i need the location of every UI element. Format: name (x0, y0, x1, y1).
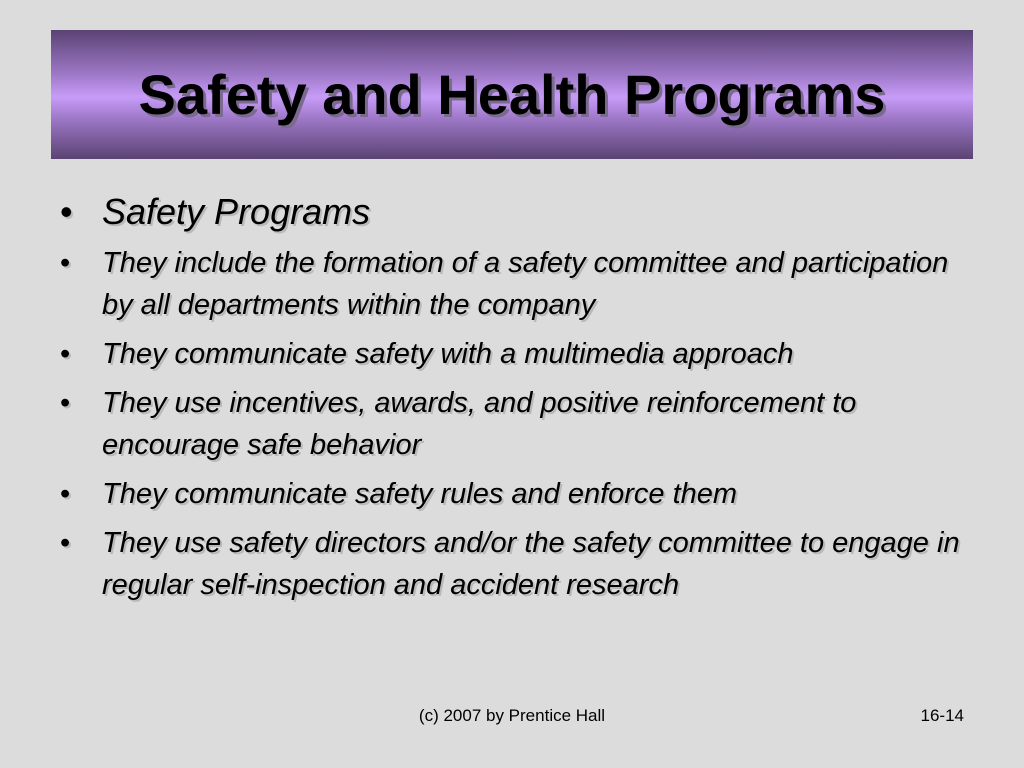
footer-page-number: 16-14 (920, 706, 964, 725)
bullet-item-safety-committee (60, 242, 980, 326)
footer-copyright: (c) 2007 by Prentice Hall (418, 706, 606, 725)
bullet-item-safety-directors (60, 522, 980, 606)
bullet-item-incentives (60, 382, 980, 466)
bullet-text: They use incentives, awards, and positive reinforcement to encourage safe behavior (102, 387, 857, 461)
bullet-text: They include the formation of a safety committee and participation by all departments within the company (102, 247, 949, 321)
bullet-text: They communicate safety rules and enforce them (102, 478, 738, 510)
slide-title: Safety and Health Programs (138, 63, 886, 126)
bullet-text: They use safety directors and/or the safety committee to engage in regular self-inspection and accident research (102, 527, 960, 601)
bullet-icon: • (60, 387, 71, 419)
bullet-icon: • (60, 478, 71, 510)
bullet-list (60, 190, 980, 613)
bullet-icon: • (60, 338, 71, 370)
bullet-item-safety-programs (60, 190, 980, 234)
title-banner (51, 30, 973, 159)
bullet-item-safety-rules (60, 473, 980, 515)
bullet-icon: • (60, 191, 73, 232)
bullet-text: They communicate safety with a multimedia approach (102, 338, 794, 370)
bullet-icon: • (60, 527, 71, 559)
bullet-icon: • (60, 247, 71, 279)
bullet-item-multimedia (60, 333, 980, 375)
bullet-text: Safety Programs (102, 191, 371, 232)
